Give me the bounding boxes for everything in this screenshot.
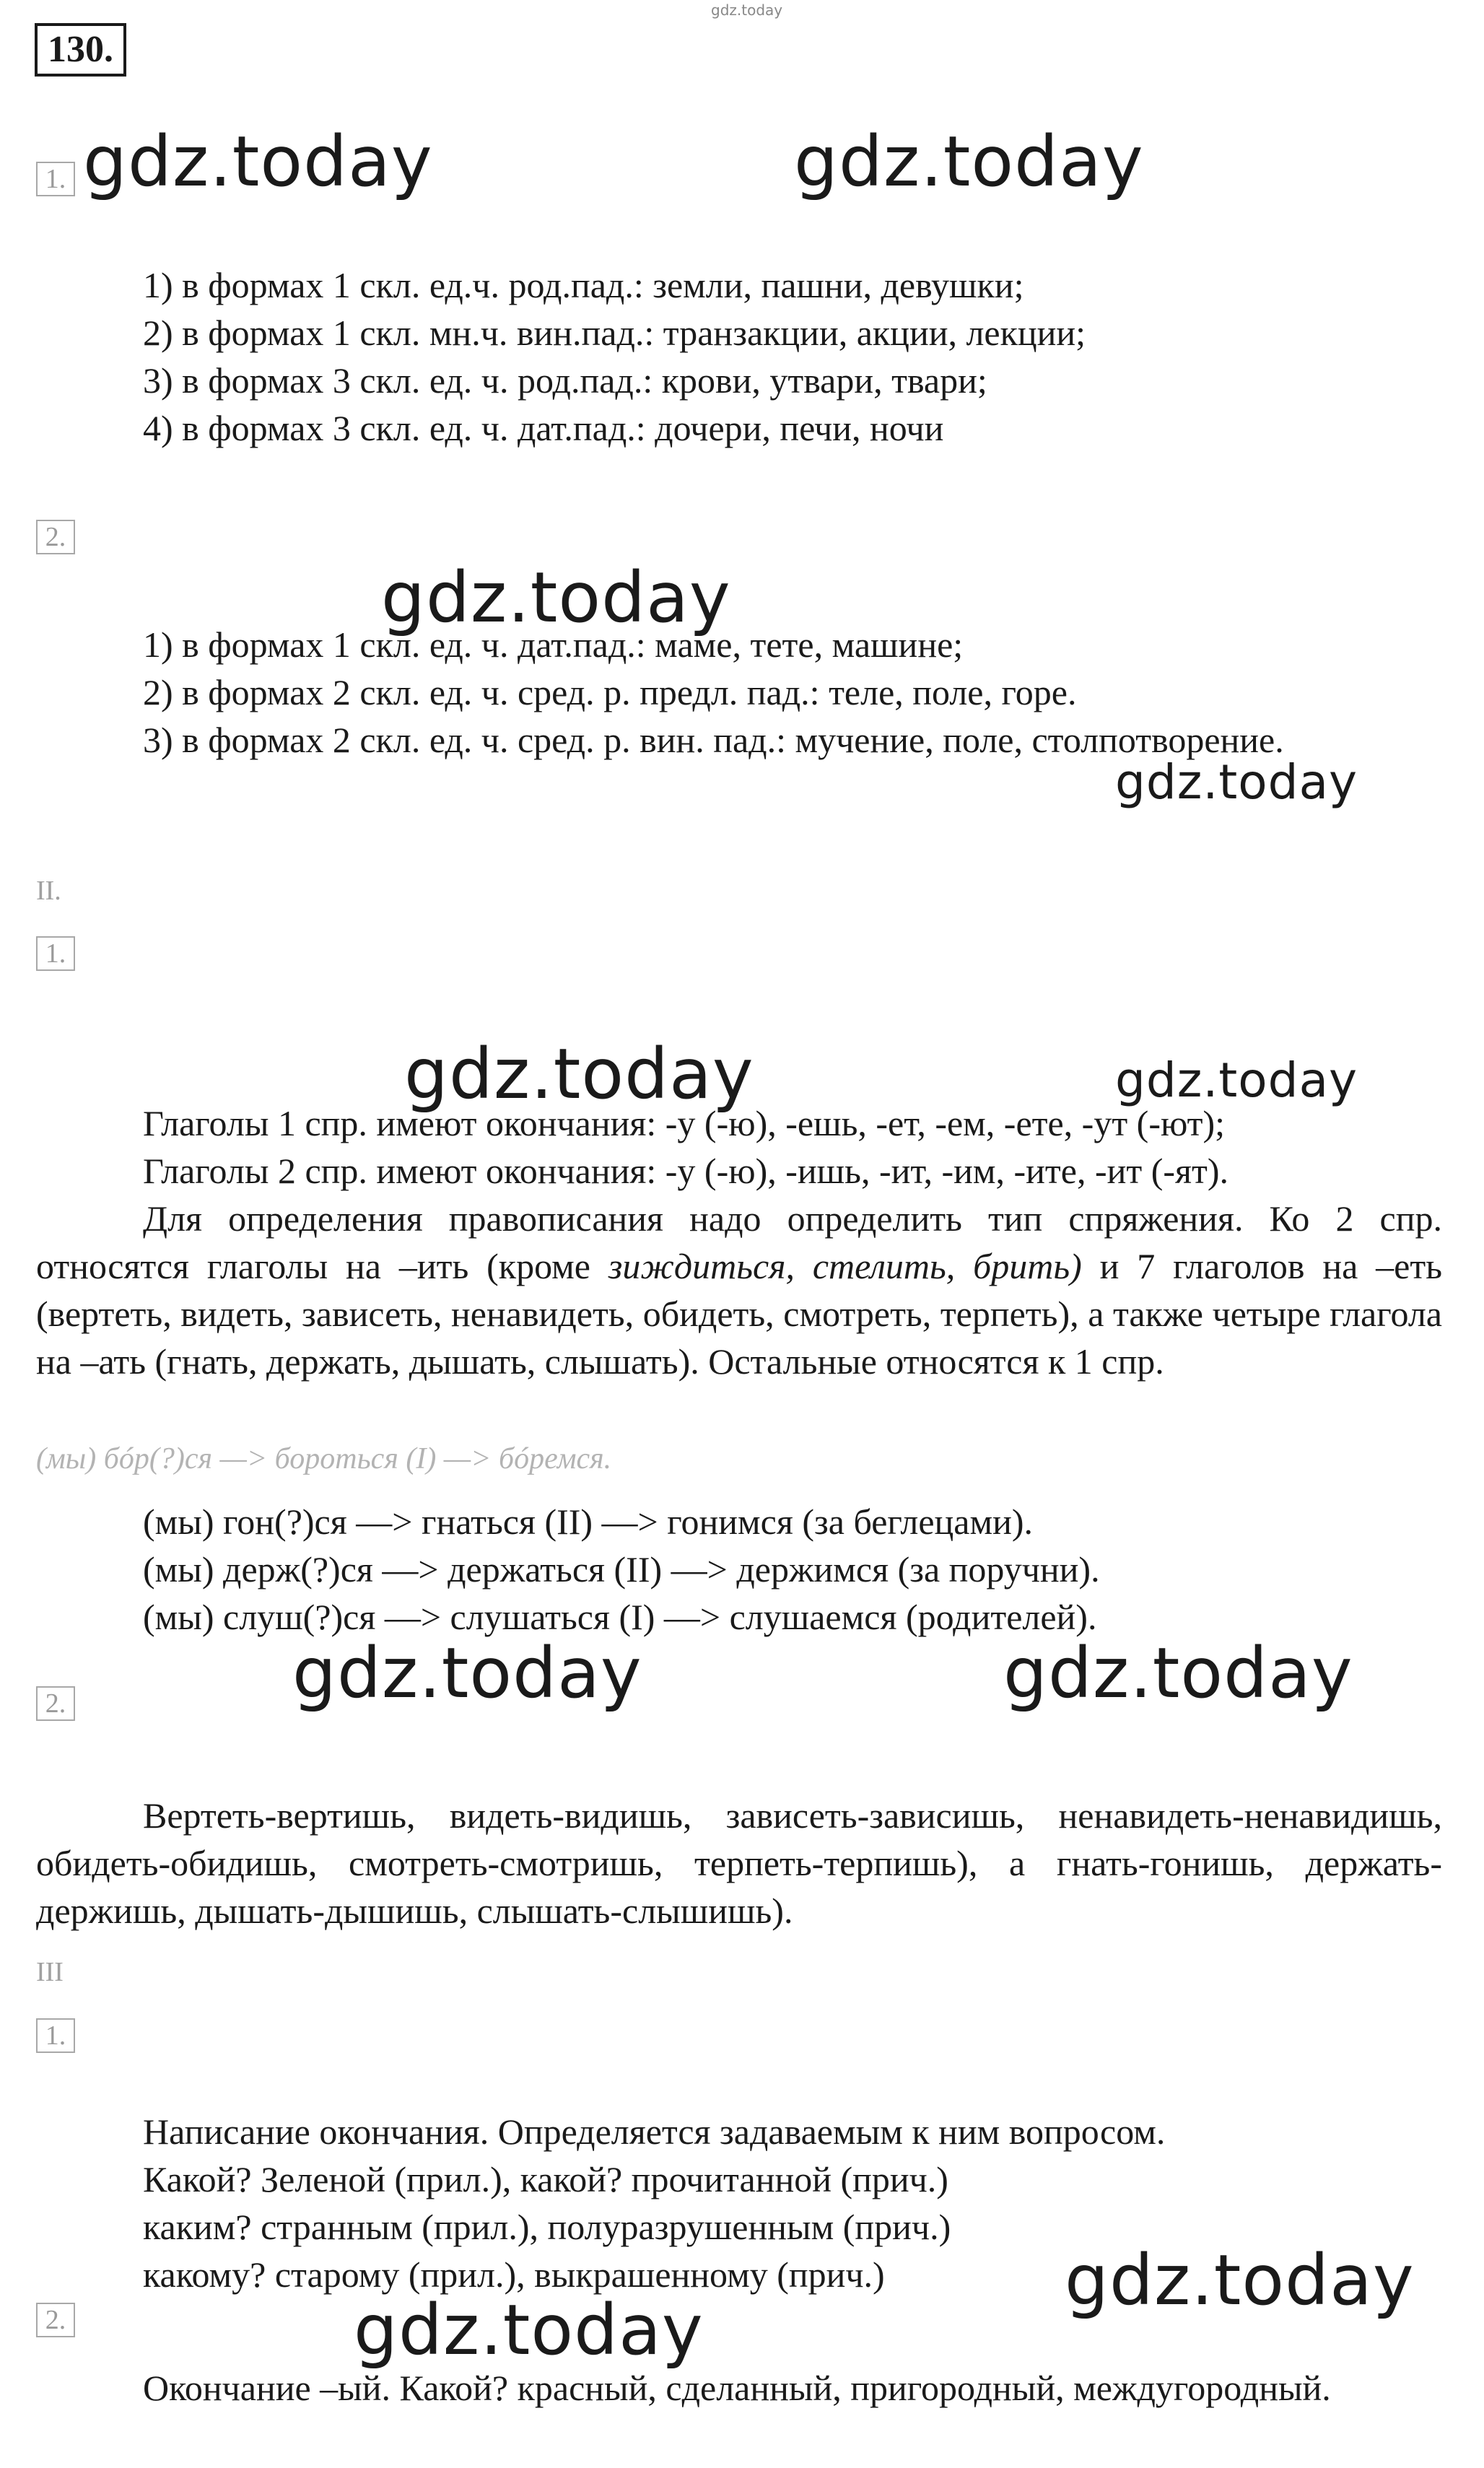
site-tag: gdz.today	[711, 1, 783, 19]
text-paragraph: 3) в формах 2 скл. ед. ч. сред. р. вин. пад.: мучение, поле, столпотворение.	[143, 720, 1284, 760]
watermark: gdz.today	[354, 2290, 704, 2371]
example-line: (мы) слуш(?)ся —> слушаться (I) —> слушаемся (родителей).	[143, 1597, 1097, 1637]
text-line: Написание окончания. Определяется задаваемым к ним вопросом.	[143, 2111, 1166, 2152]
text-line: 4) в формах 3 скл. ед. ч. дат.пад.: дочери, печи, ночи	[143, 408, 944, 448]
text-line: каким? странным (прил.), полуразрушенным (прич.)	[143, 2207, 951, 2247]
watermark: gdz.today	[404, 1034, 754, 1115]
text-line: 1) в формах 1 скл. ед.ч. род.пад.: земли, пашни, девушки;	[143, 265, 1024, 305]
watermark: gdz.today	[381, 557, 731, 638]
text-line: Какой? Зеленой (прил.), какой? прочитанной (прич.)	[143, 2159, 948, 2199]
section-label: III	[36, 1957, 64, 1987]
text-paragraph	[36, 1195, 1442, 1385]
watermark: gdz.today	[1115, 754, 1358, 810]
watermark: gdz.today	[794, 121, 1144, 202]
italic-exceptions: зиждиться, стелить, брить)	[608, 1246, 1082, 1286]
watermark: gdz.today	[1003, 1633, 1353, 1714]
watermark: gdz.today	[83, 121, 433, 202]
text-line: 2) в формах 2 скл. ед. ч. сред. р. предл. пад.: теле, поле, горе.	[143, 672, 1077, 712]
item-marker: 1.	[36, 936, 75, 971]
faint-example: (мы) бóр(?)ся —> бороться (I) —> бóремся.	[36, 1442, 612, 1475]
watermark: gdz.today	[1115, 1052, 1358, 1108]
section-label: II.	[36, 876, 61, 906]
text-line: 3) в формах 3 скл. ед. ч. род.пад.: крови, утвари, твари;	[143, 360, 987, 401]
paragraph-part: и 7 глаголов на –еть (вертеть, видеть, зависеть, ненавидеть, обидеть, смотреть, терпеть), а также четыре глагола на –ать (гнать, держать, дышать, слышать). Остальные относятся к 1 спр.	[36, 1246, 1442, 1382]
example-line: (мы) гон(?)ся —> гнаться (II) —> гонимся (за беглецами).	[143, 1501, 1034, 1542]
watermark: gdz.today	[292, 1633, 642, 1714]
text-paragraph: Вертеть-вертишь, видеть-видишь, зависеть-зависишь, ненавидеть-ненавидишь, обидеть-обидишь, смотреть-смотришь, терпеть-терпишь), а гнать-гонишь, держать-держишь, дышать-дышишь, слышать-слышишь).	[36, 1795, 1442, 1931]
text-paragraph: Окончание –ый. Какой? красный, сделанный, пригородный, междугородный.	[143, 2368, 1331, 2408]
text-line: Глаголы 2 спр. имеют окончания: -у (-ю), -ишь, -ит, -им, -ите, -ит (-ят).	[143, 1151, 1229, 1191]
exercise-number: 130.	[35, 23, 126, 77]
item-marker: 1.	[36, 162, 75, 196]
text-line: 2) в формах 1 скл. мн.ч. вин.пад.: транзакции, акции, лекции;	[143, 313, 1086, 353]
example-line: (мы) держ(?)ся —> держаться (II) —> держимся (за поручни).	[143, 1549, 1100, 1590]
text-line: какому? старому (прил.), выкрашенному (прич.)	[143, 2254, 885, 2295]
item-marker: 2.	[36, 520, 75, 554]
text-line: 1) в формах 1 скл. ед. ч. дат.пад.: маме, тете, машине;	[143, 624, 964, 665]
item-marker: 2.	[36, 2303, 75, 2337]
paragraph-part: Для определения правописания надо определить тип спряжения. Ко 2 спр. относятся глаголы на –ить (кроме	[36, 1198, 1442, 1286]
watermark: gdz.today	[1065, 2240, 1415, 2321]
item-marker: 2.	[36, 1686, 75, 1721]
text-line: Глаголы 1 спр. имеют окончания: -у (-ю), -ешь, -ет, -ем, -ете, -ут (-ют);	[143, 1103, 1226, 1143]
item-marker: 1.	[36, 2018, 75, 2053]
